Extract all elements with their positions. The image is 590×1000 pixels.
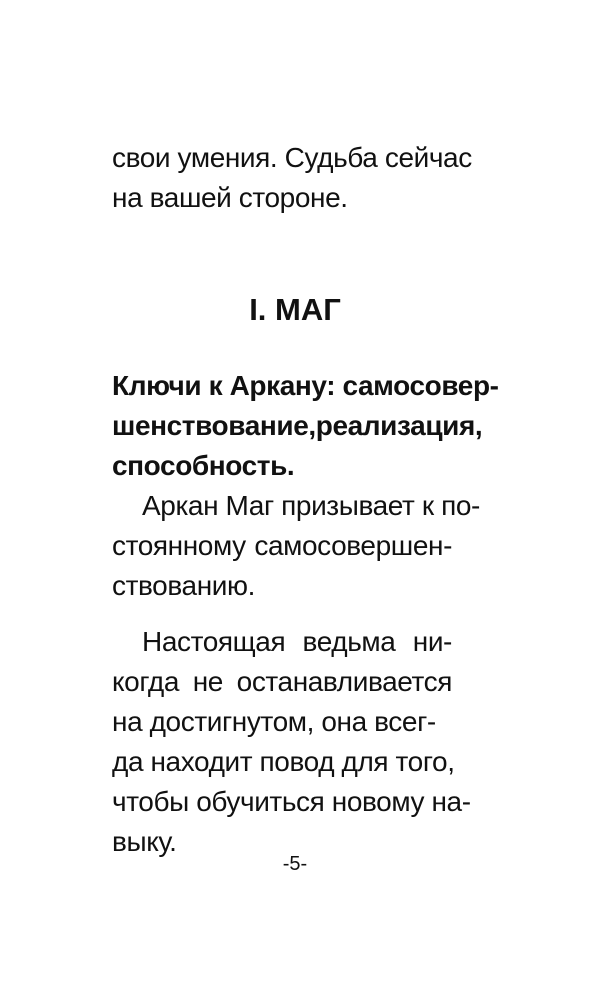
text-line	[112, 702, 452, 742]
paragraph	[112, 622, 471, 862]
text-word: самосовершен-	[254, 530, 452, 561]
text-line	[112, 782, 471, 822]
text-line	[112, 366, 499, 406]
arcana-keys	[112, 366, 499, 486]
text-word: способность.	[112, 450, 295, 481]
continuation-text	[112, 138, 472, 218]
body-text	[112, 486, 480, 862]
paragraph	[112, 486, 480, 606]
paragraph-gap	[112, 606, 452, 622]
text-word: когда	[112, 666, 180, 697]
text-line	[112, 406, 483, 446]
text-word: Настоящая	[142, 626, 286, 657]
text-line	[112, 486, 480, 526]
text-word: чтобы обучиться новому на-	[112, 786, 471, 817]
text-line: на вашей стороне.	[112, 182, 348, 213]
text-word: стоянному	[112, 530, 246, 561]
text-line	[112, 622, 452, 662]
text-word: на достигнутом, она всег-	[112, 706, 436, 737]
text-word: Аркан Маг призывает к по-	[142, 490, 480, 521]
text-line	[112, 662, 452, 702]
text-line	[112, 526, 452, 566]
text-line	[112, 446, 452, 486]
text-line: свои умения. Судьба сейчас	[112, 142, 472, 173]
page-number: -5-	[282, 853, 308, 875]
text-word: Ключи к Аркану: самосовер-	[112, 370, 499, 401]
text-word: выку.	[112, 826, 177, 857]
text-word: ствованию.	[112, 570, 255, 601]
text-word: шенствование,	[112, 410, 316, 441]
text-word: реализация,	[315, 410, 483, 441]
chapter-heading: I. МАГ	[249, 292, 341, 327]
text-word: да находит повод для того,	[112, 746, 455, 777]
text-word: ведьма	[302, 626, 396, 657]
text-word: останавливается	[236, 666, 452, 697]
text-word: ни-	[412, 626, 452, 657]
text-line	[112, 566, 452, 606]
text-word: не	[192, 666, 223, 697]
text-line	[112, 742, 455, 782]
